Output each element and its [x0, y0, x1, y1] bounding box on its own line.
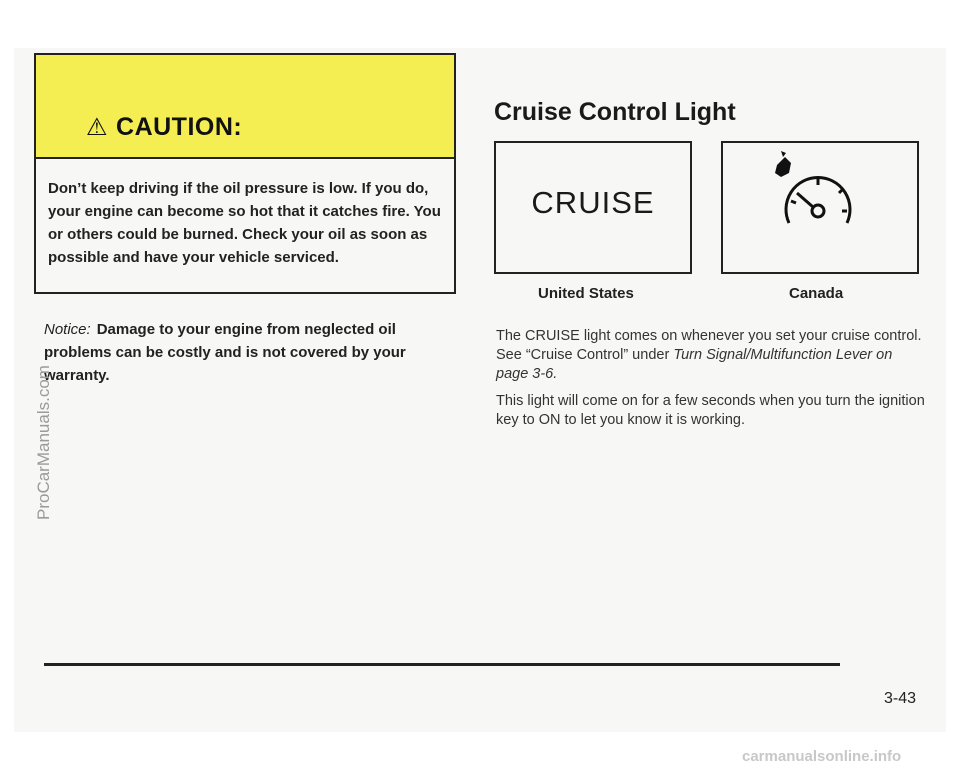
ignition-paragraph: This light will come on for a few seconds when you turn the ignition key to ON to let you know it is working.	[496, 393, 925, 428]
cruise-lamp-us	[494, 141, 692, 274]
cruise-display-text: CRUISE	[531, 185, 655, 220]
warning-triangle-icon: ⚠	[86, 114, 109, 141]
side-watermark: ProCarManuals.com	[34, 365, 53, 520]
para1-reference: Turn Signal/Multifunction Lever on page 3-6	[496, 347, 893, 382]
cruise-light-paragraph	[496, 327, 926, 384]
caution-title: ⚠ CAUTION:	[86, 113, 243, 141]
caption-canada: Canada	[789, 285, 844, 302]
caption-united-states: United States	[538, 285, 634, 302]
notice-paragraph	[44, 318, 464, 387]
bottom-watermark: carmanualsonline.info	[742, 748, 902, 765]
cruise-lamp-canada	[721, 141, 919, 274]
notice-label: Notice:	[44, 321, 91, 338]
notice-text: Damage to your engine from neglected oil problems can be costly and is not covered by your warranty.	[44, 321, 406, 384]
section-title: Cruise Control Light	[494, 98, 736, 126]
cruise-speedometer-icon	[723, 143, 917, 272]
footer-rule	[44, 663, 840, 666]
para1-suffix: .	[553, 366, 558, 382]
caution-header	[36, 55, 454, 159]
page-number: 3-43	[884, 690, 917, 707]
caution-text: Don’t keep driving if the oil pressure is low. If you do, your engine can become so hot that it catches fire. You or others could be burned. Check your oil as soon as possible and have your vehicle serviced.	[48, 180, 441, 266]
para1-text: The CRUISE light comes on whenever you set your cruise control. See “Cruise Control” under	[496, 328, 922, 363]
